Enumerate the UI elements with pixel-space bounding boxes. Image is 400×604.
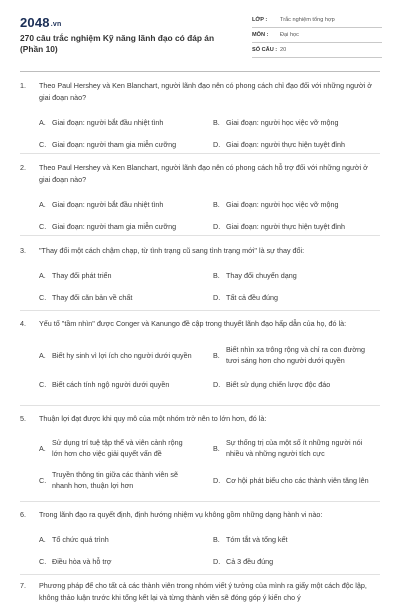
option-list [20,337,380,395]
option-c[interactable] [20,373,194,395]
option-a[interactable] [20,264,194,286]
option-label: A. [39,117,46,127]
option-text: Cả 3 đều đúng [226,556,274,566]
meta-row-count [252,43,382,58]
question-separator [20,501,380,502]
option-b[interactable] [194,337,380,373]
question-text: Theo Paul Hershey và Ken Blanchart, người lãnh đạo nên có phong cách hỗ trợ đối với những người ở giai đoạn nào? [39,163,368,184]
option-label: D. [213,292,221,302]
option-list [20,528,380,572]
option-label: C. [39,556,47,566]
question-number: 5. [20,414,26,423]
meta-key: SỐ CÂU : [252,47,278,53]
question-separator [20,405,380,406]
meta-row-subject [252,28,382,43]
option-label: D. [213,556,221,566]
question-4 [20,318,380,395]
option-a[interactable] [20,111,194,133]
meta-key: LỚP : [252,17,268,23]
option-label: A. [39,443,46,453]
option-c[interactable] [20,464,194,496]
option-d[interactable] [194,286,380,308]
logo-suffix: .vn [50,21,62,28]
question-stem [20,509,380,521]
question-stem [20,318,380,330]
option-text: Giai đoạn: người tham gia miễn cưỡng [52,221,177,231]
option-list [20,193,380,237]
question-text: Thuận lợi đạt được khi quy mô của một nhóm trở nên to lớn hơn, đó là: [39,414,267,423]
option-label: A. [39,270,46,280]
header-divider [20,71,380,72]
option-label: D. [213,379,221,389]
option-label: C. [39,292,47,302]
option-text: Biết cách tính ngộ người dưới quyền [52,379,170,389]
question-stem [20,80,380,104]
option-label: B. [213,117,220,127]
option-d[interactable] [194,215,380,237]
option-d[interactable] [194,133,380,155]
question-2 [20,162,380,237]
option-label: C. [39,221,47,231]
option-label: B. [213,443,220,453]
option-label: B. [213,350,220,360]
option-b[interactable] [194,432,380,464]
option-text: Tất cả đều đúng [226,292,278,302]
option-d[interactable] [194,464,380,496]
question-text: Theo Paul Hershey và Ken Blanchart, người lãnh đạo nên có phong cách chỉ đạo đối với những người ở giai đoạn nào? [39,81,372,102]
question-number: 6. [20,510,26,519]
option-text: Sự thống trị của một số ít những người nói nhiều và những người tích cực [226,438,363,458]
option-label: C. [39,475,47,485]
question-number: 3. [20,246,26,255]
option-b[interactable] [194,264,380,286]
option-list [20,111,380,155]
document-meta [252,13,382,58]
option-text: Sử dụng trí tuệ tập thể và viên cảnh rộng lớn hơn cho việc giải quyết vấn đề [52,438,183,458]
option-c[interactable] [20,215,194,237]
meta-value: Đại học [280,32,299,38]
question-text: Yếu tố "tầm nhìn" được Conger và Kanungo đề cập trong thuyết lãnh đạo hấp dẫn của họ, đó là: [39,319,347,328]
option-label: A. [39,199,46,209]
option-label: D. [213,221,221,231]
option-label: D. [213,475,221,485]
option-label: B. [213,199,220,209]
meta-value: 20 [280,47,287,53]
meta-key: MÔN : [252,32,269,38]
question-separator [20,310,380,311]
option-label: B. [213,534,220,544]
option-text: Thay đổi căn bản về chất [52,292,133,302]
option-text: Truyền thông tin giữa các thành viên sẽ nhanh hơn, thuận lợi hơn [52,470,179,490]
question-7 [20,580,380,604]
option-label: A. [39,350,46,360]
option-d[interactable] [194,550,380,572]
question-text: "Thay đổi một cách chậm chạp, từ tình trạng cũ sang tình trạng mới" là sự thay đổi: [39,246,305,255]
option-c[interactable] [20,133,194,155]
question-separator [20,153,380,154]
question-stem [20,413,380,425]
option-c[interactable] [20,550,194,572]
option-text: Thay đổi chuyển dạng [226,270,297,280]
option-list [20,432,380,496]
option-text: Giai đoạn: người học việc vỡ mộng [226,117,339,127]
option-label: C. [39,139,47,149]
question-stem [20,580,380,604]
meta-value: Trắc nghiệm tổng hợp [280,17,335,23]
meta-row-class [252,13,382,28]
option-list [20,264,380,308]
option-label: C. [39,379,47,389]
page-header [0,0,400,68]
option-text: Giai đoạn: người bắt đầu nhiệt tình [52,199,164,209]
question-number: 7. [20,581,26,590]
option-label: A. [39,534,46,544]
question-3 [20,245,380,308]
question-text: Phương pháp để cho tất cả các thành viên trong nhóm viết ý tưởng của mình ra giấy một cách độc lập, không thảo luận trước khi tổng kết lại và từng thành viên sẽ đóng góp ý kiến cho ý [39,581,367,602]
option-c[interactable] [20,286,194,308]
logo-text: 2048 [20,15,50,30]
option-text: Điều hòa và hỗ trợ [52,556,112,566]
option-b[interactable] [194,111,380,133]
question-6 [20,509,380,572]
option-b[interactable] [194,528,380,550]
question-number: 1. [20,81,26,90]
option-text: Biết nhìn xa trông rộng và chỉ ra con đường tươi sáng hơn cho người dưới quyền [226,345,365,365]
option-d[interactable] [194,373,380,395]
option-text: Biết hy sinh vì lợi ích cho người dưới quyền [52,350,192,360]
option-text: Tóm tắt và tổng kết [226,534,288,544]
question-1 [20,80,380,155]
option-label: D. [213,139,221,149]
option-b[interactable] [194,193,380,215]
option-text: Tổ chức quá trình [52,534,109,544]
question-number: 4. [20,319,26,328]
document-title: 270 câu trắc nghiệm Kỹ năng lãnh đạo có đáp án (Phần 10) [20,33,215,54]
option-a[interactable] [20,337,194,373]
question-stem [20,162,380,186]
option-text: Giai đoạn: người thực hiện tuyệt đỉnh [226,221,346,231]
option-label: B. [213,270,220,280]
site-logo[interactable] [20,15,61,30]
question-text: Trong lãnh đạo ra quyết định, định hướng nhiệm vụ không gồm những dạng hành vi nào: [39,510,323,519]
option-text: Biết sử dụng chiến lược độc đáo [226,379,331,389]
question-stem [20,245,380,257]
option-text: Cơ hội phát biểu cho các thành viên tăng lên [226,475,369,485]
option-a[interactable] [20,193,194,215]
option-text: Giai đoạn: người thực hiện tuyệt đỉnh [226,139,346,149]
question-separator [20,574,380,575]
question-5 [20,413,380,496]
option-a[interactable] [20,528,194,550]
option-text: Giai đoạn: người bắt đầu nhiệt tình [52,117,164,127]
question-separator [20,235,380,236]
option-text: Thay đổi phát triển [52,270,112,280]
option-text: Giai đoạn: người tham gia miễn cưỡng [52,139,177,149]
option-text: Giai đoạn: người học việc vỡ mộng [226,199,339,209]
option-a[interactable] [20,432,194,464]
question-number: 2. [20,163,26,172]
